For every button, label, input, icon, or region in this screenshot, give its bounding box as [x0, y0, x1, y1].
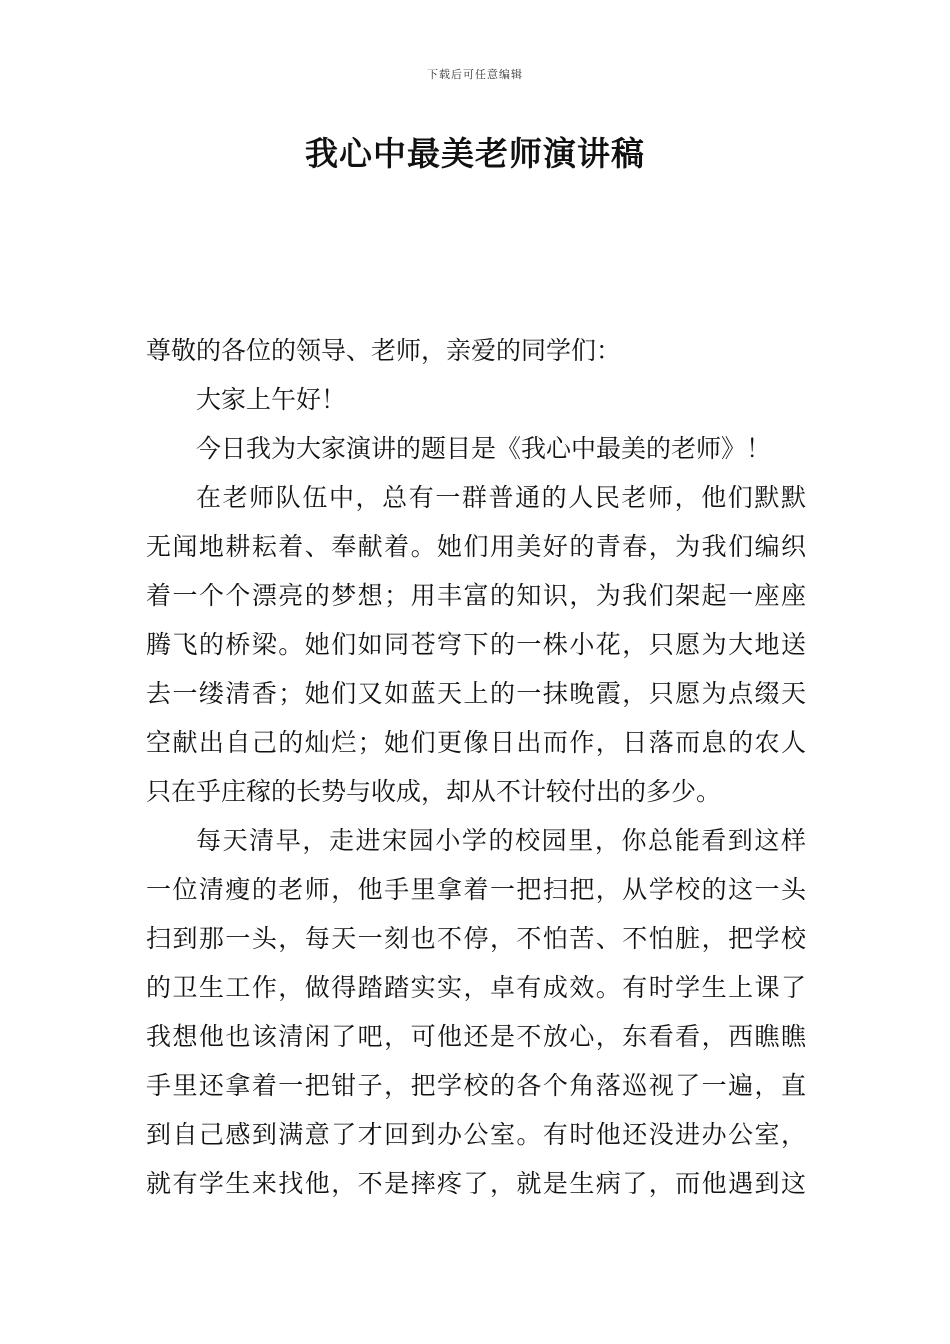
paragraph-2-line: 到自己感到满意了才回到办公室。有时他还没进办公室， — [146, 1120, 806, 1149]
greeting-line: 大家上午好！ — [196, 385, 347, 414]
paragraph-2-line: 扫到那一头，每天一刻也不停，不怕苦、不怕脏，把学校 — [146, 924, 806, 953]
paragraph-2-line: 就有学生来找他，不是摔疼了，就是生病了，而他遇到这 — [146, 1169, 806, 1198]
paragraph-2-line: 的卫生工作，做得踏踏实实，卓有成效。有时学生上课了 — [146, 973, 806, 1002]
paragraph-1-line: 去一缕清香；她们又如蓝天上的一抹晚霞，只愿为点缀天 — [146, 679, 806, 708]
document-body — [146, 326, 806, 1208]
paragraph-2-line: 一位清瘦的老师，他手里拿着一把扫把，从学校的这一头 — [146, 875, 806, 904]
paragraph-1-line: 在老师队伍中，总有一群普通的人民老师，他们默默 — [196, 483, 806, 512]
document-title: 我心中最美老师演讲稿 — [305, 134, 645, 173]
paragraph-2-line: 手里还拿着一把钳子，把学校的各个角落巡视了一遍，直 — [146, 1071, 806, 1100]
paragraph-1-line: 腾飞的桥梁。她们如同苍穹下的一株小花，只愿为大地送 — [146, 630, 806, 659]
paragraph-1-line: 空献出自己的灿烂；她们更像日出而作，日落而息的农人 — [146, 728, 806, 757]
paragraph-1-line: 只在乎庄稼的长势与收成，却从不计较付出的多少。 — [146, 777, 722, 806]
topic-line: 今日我为大家演讲的题目是《我心中最美的老师》！ — [196, 434, 772, 463]
paragraph-2-line: 每天清早，走进宋园小学的校园里，你总能看到这样 — [196, 826, 806, 855]
paragraph-2-line: 我想他也该清闲了吧，可他还是不放心，东看看，西瞧瞧 — [146, 1022, 806, 1051]
header-note: 下载后可任意编辑 — [427, 68, 523, 81]
salutation-line: 尊敬的各位的领导、老师，亲爱的同学们： — [146, 336, 622, 365]
paragraph-1-line: 无闻地耕耘着、奉献着。她们用美好的青春，为我们编织 — [146, 532, 806, 561]
paragraph-1-line: 着一个个漂亮的梦想；用丰富的知识，为我们架起一座座 — [146, 581, 806, 610]
